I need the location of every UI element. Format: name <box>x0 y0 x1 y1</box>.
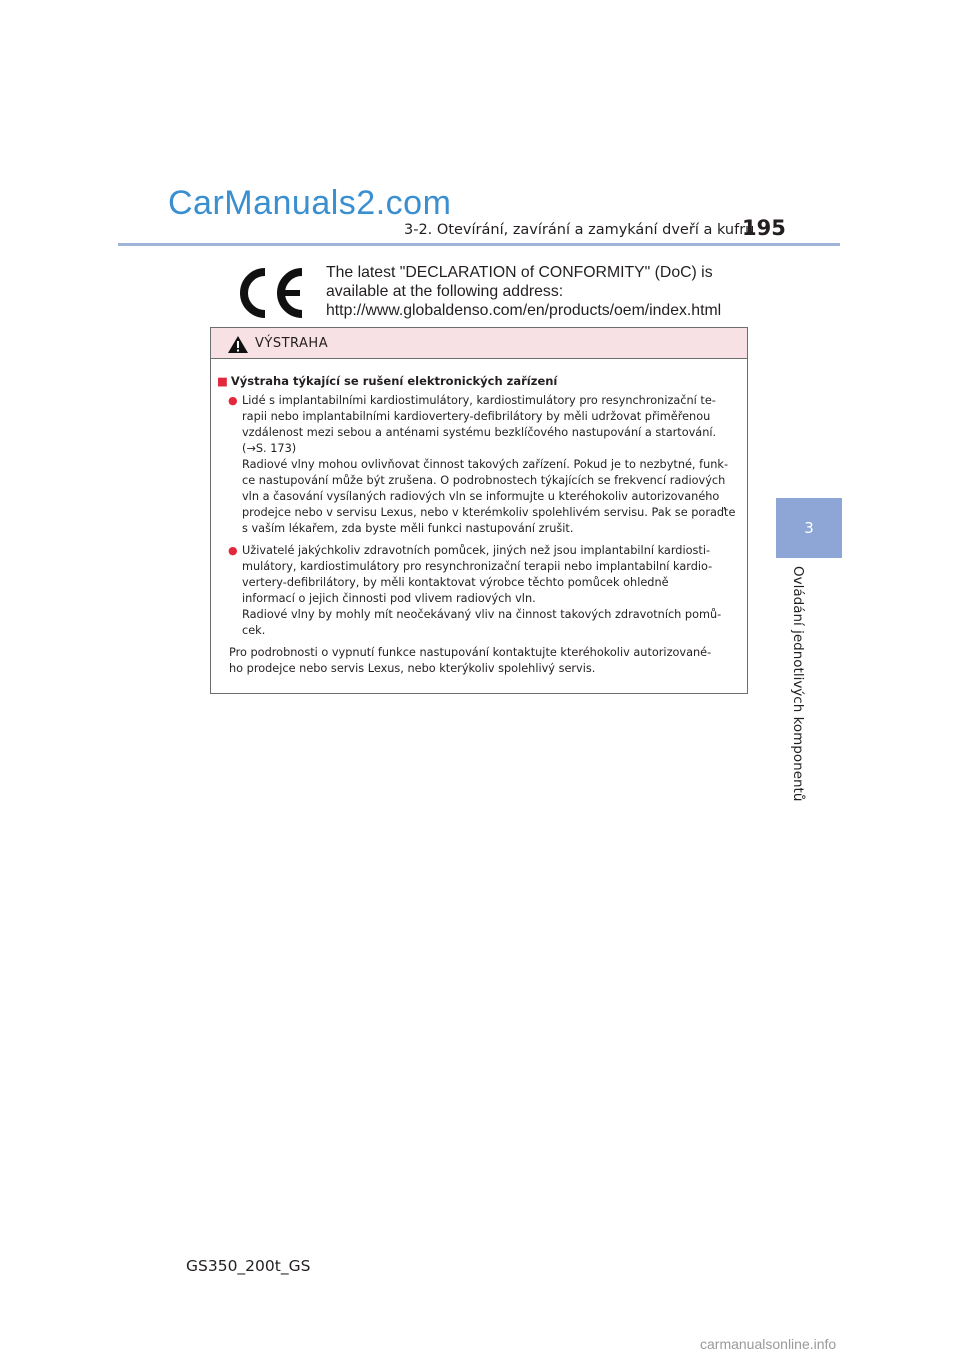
ce-mark-icon <box>232 266 306 320</box>
text-line: cek. <box>242 624 266 637</box>
model-code: GS350_200t_GS <box>186 1257 311 1275</box>
warning-closing <box>229 645 744 677</box>
text-line: Uživatelé jakýchkoliv zdravotních pomůcek, jiných než jsou implantabilní kardiosti- <box>242 544 711 557</box>
page-number: 195 <box>742 216 786 240</box>
warning-title: VÝSTRAHA <box>255 336 329 351</box>
header-rule <box>118 243 840 246</box>
text-line: s vaším lékařem, zda byste měli funkci nastupování zrušit. <box>242 522 574 535</box>
text-line: Lidé s implantabilními kardiostimulátory, kardiostimulátory pro resynchronizační te- <box>242 394 716 407</box>
chapter-number: 3 <box>804 519 814 537</box>
bullet-text <box>242 393 748 537</box>
square-bullet-icon: ■ <box>217 374 228 388</box>
watermark-logo: CarManuals2.com <box>168 184 452 222</box>
text-line: informací o jejich činnosti pod vlivem radiových vln. <box>242 592 536 605</box>
round-bullet-icon: ● <box>228 394 238 407</box>
ce-line: available at the following address: <box>326 283 564 300</box>
footer-watermark: carmanualsonline.info <box>700 1336 837 1352</box>
bullet-text <box>242 543 748 639</box>
text-line: mulátory, kardiostimulátory pro resynchronizační terapii nebo implantabilní kardio- <box>242 560 713 573</box>
chapter-label: Ovládání jednotlivých komponentů <box>790 566 806 802</box>
ce-notice <box>228 262 728 324</box>
warning-triangle-icon <box>227 335 249 354</box>
text-line: Radiové vlny mohou ovlivňovat činnost takových zařízení. Pokud je to nezbytné, funk- <box>242 458 729 471</box>
warning-heading-text: Výstraha týkající se rušení elektronických zařízení <box>230 374 558 388</box>
text-line: Pro podrobnosti o vypnutí funkce nastupování kontaktujte kteréhokoliv autorizované- <box>229 646 712 659</box>
ce-line: The latest "DECLARATION of CONFORMITY" (DoC) is <box>326 264 713 281</box>
text-line: vertery-defibrilátory, by měli kontaktovat výrobce těchto pomůcek ohledně <box>242 576 669 589</box>
warning-header <box>211 328 747 359</box>
page-reference: (→S. 173) <box>242 442 297 455</box>
text-line: ce nastupování může být zrušena. O podrobnostech týkajících se frekvencí radiových <box>242 474 726 487</box>
text-line: rapii nebo implantabilními kardiovertery-defibrilátory by měli udržovat přiměřenou <box>242 410 711 423</box>
section-title: 3-2. Otevírání, zavírání a zamykání dveří a kufru <box>404 222 755 238</box>
text-line: vln a časování vysílaných radiových vln se informujte u kteréhokoliv autorizovaného <box>242 490 720 503</box>
ce-url: http://www.globaldenso.com/en/products/oem/index.html <box>326 302 722 319</box>
text-line: vzdálenost mezi sebou a anténami systému bezklíčového nastupování a startování. <box>242 426 717 439</box>
warning-box <box>210 327 748 694</box>
text-line: prodejce nebo v servisu Lexus, nebo v kterémkoliv spolehlivém servisu. Pak se poraďte <box>242 506 736 519</box>
ce-declaration-text <box>326 263 721 320</box>
chapter-tab <box>776 498 842 558</box>
text-line: Radiové vlny by mohly mít neočekávaný vliv na činnost takových zdravotních pomů- <box>242 608 722 621</box>
warning-heading <box>217 373 557 389</box>
round-bullet-icon: ● <box>228 544 238 557</box>
text-line: ho prodejce nebo servis Lexus, nebo kterýkoliv spolehlivý servis. <box>229 662 596 675</box>
